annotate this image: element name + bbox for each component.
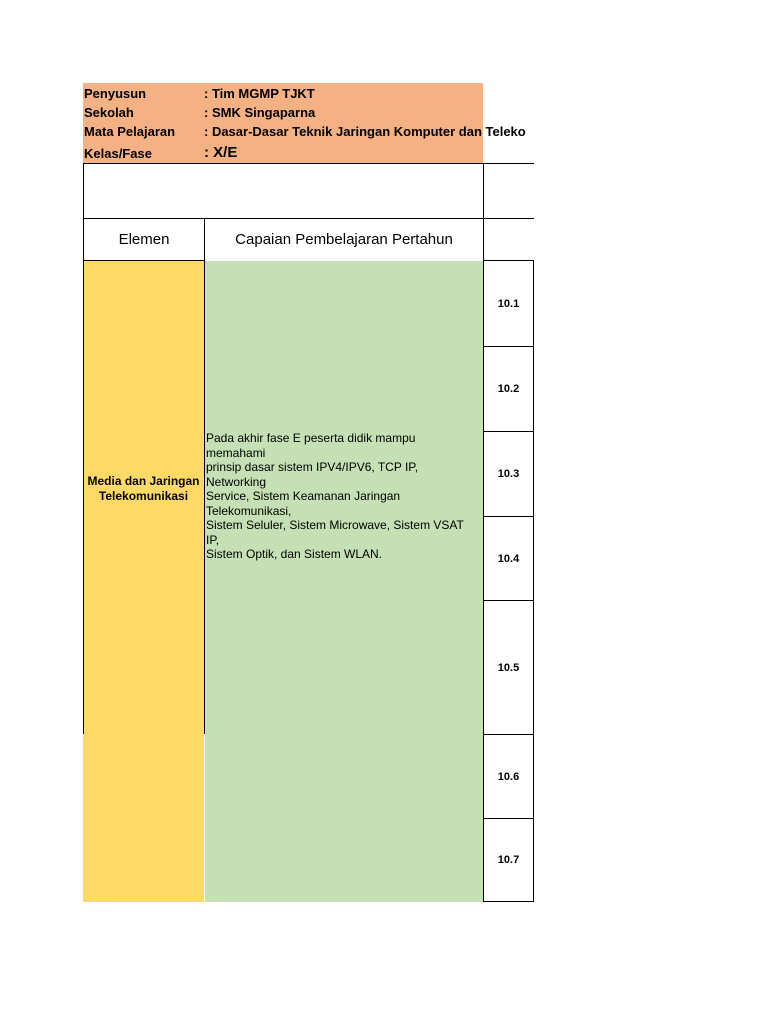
code-cell: 10.3 bbox=[497, 468, 520, 480]
document-info-header bbox=[83, 83, 526, 163]
code-cell: 10.5 bbox=[497, 661, 520, 674]
info-label: Penyusun bbox=[84, 86, 147, 101]
code-cell: 10.1 bbox=[497, 297, 520, 310]
elemen-value: Media dan Jaringan Telekomunikasi bbox=[87, 474, 200, 503]
code-cell: 10.7 bbox=[497, 854, 520, 866]
grid-line bbox=[204, 218, 205, 734]
code-cell: 10.6 bbox=[497, 770, 520, 783]
info-label: Mata Pelajaran bbox=[84, 124, 176, 139]
capaian-cell bbox=[205, 261, 483, 902]
info-value: : SMK Singaparna bbox=[204, 105, 316, 120]
info-value: : Dasar-Dasar Teknik Jaringan Komputer dan Teleko bbox=[204, 124, 526, 139]
grid-line bbox=[83, 260, 204, 261]
grid-line bbox=[484, 901, 534, 902]
elemen-cell bbox=[83, 261, 204, 902]
info-label: Sekolah bbox=[84, 105, 134, 120]
header-capaian: Capaian Pembelajaran Pertahun bbox=[235, 231, 453, 248]
info-label: Kelas/Fase bbox=[84, 146, 152, 161]
code-cell: 10.2 bbox=[497, 383, 520, 395]
grid-line bbox=[83, 163, 534, 164]
grid-line bbox=[533, 260, 534, 902]
header-elemen: Elemen bbox=[118, 231, 170, 248]
info-value: : Tim MGMP TJKT bbox=[204, 86, 315, 101]
capaian-value: Pada akhir fase E peserta didik mampu memahami prinsip dasar sistem IPV4/IPV6, TCP IP, Networking Service, Sistem Keamanan Jaringan Telekomunikasi, Sistem Seluler, Sistem Microwave, Sistem VSAT IP, Sistem Optik, dan Sistem WLAN. bbox=[206, 431, 464, 561]
info-value: : X/E bbox=[204, 144, 238, 161]
code-cell: 10.4 bbox=[497, 552, 520, 565]
